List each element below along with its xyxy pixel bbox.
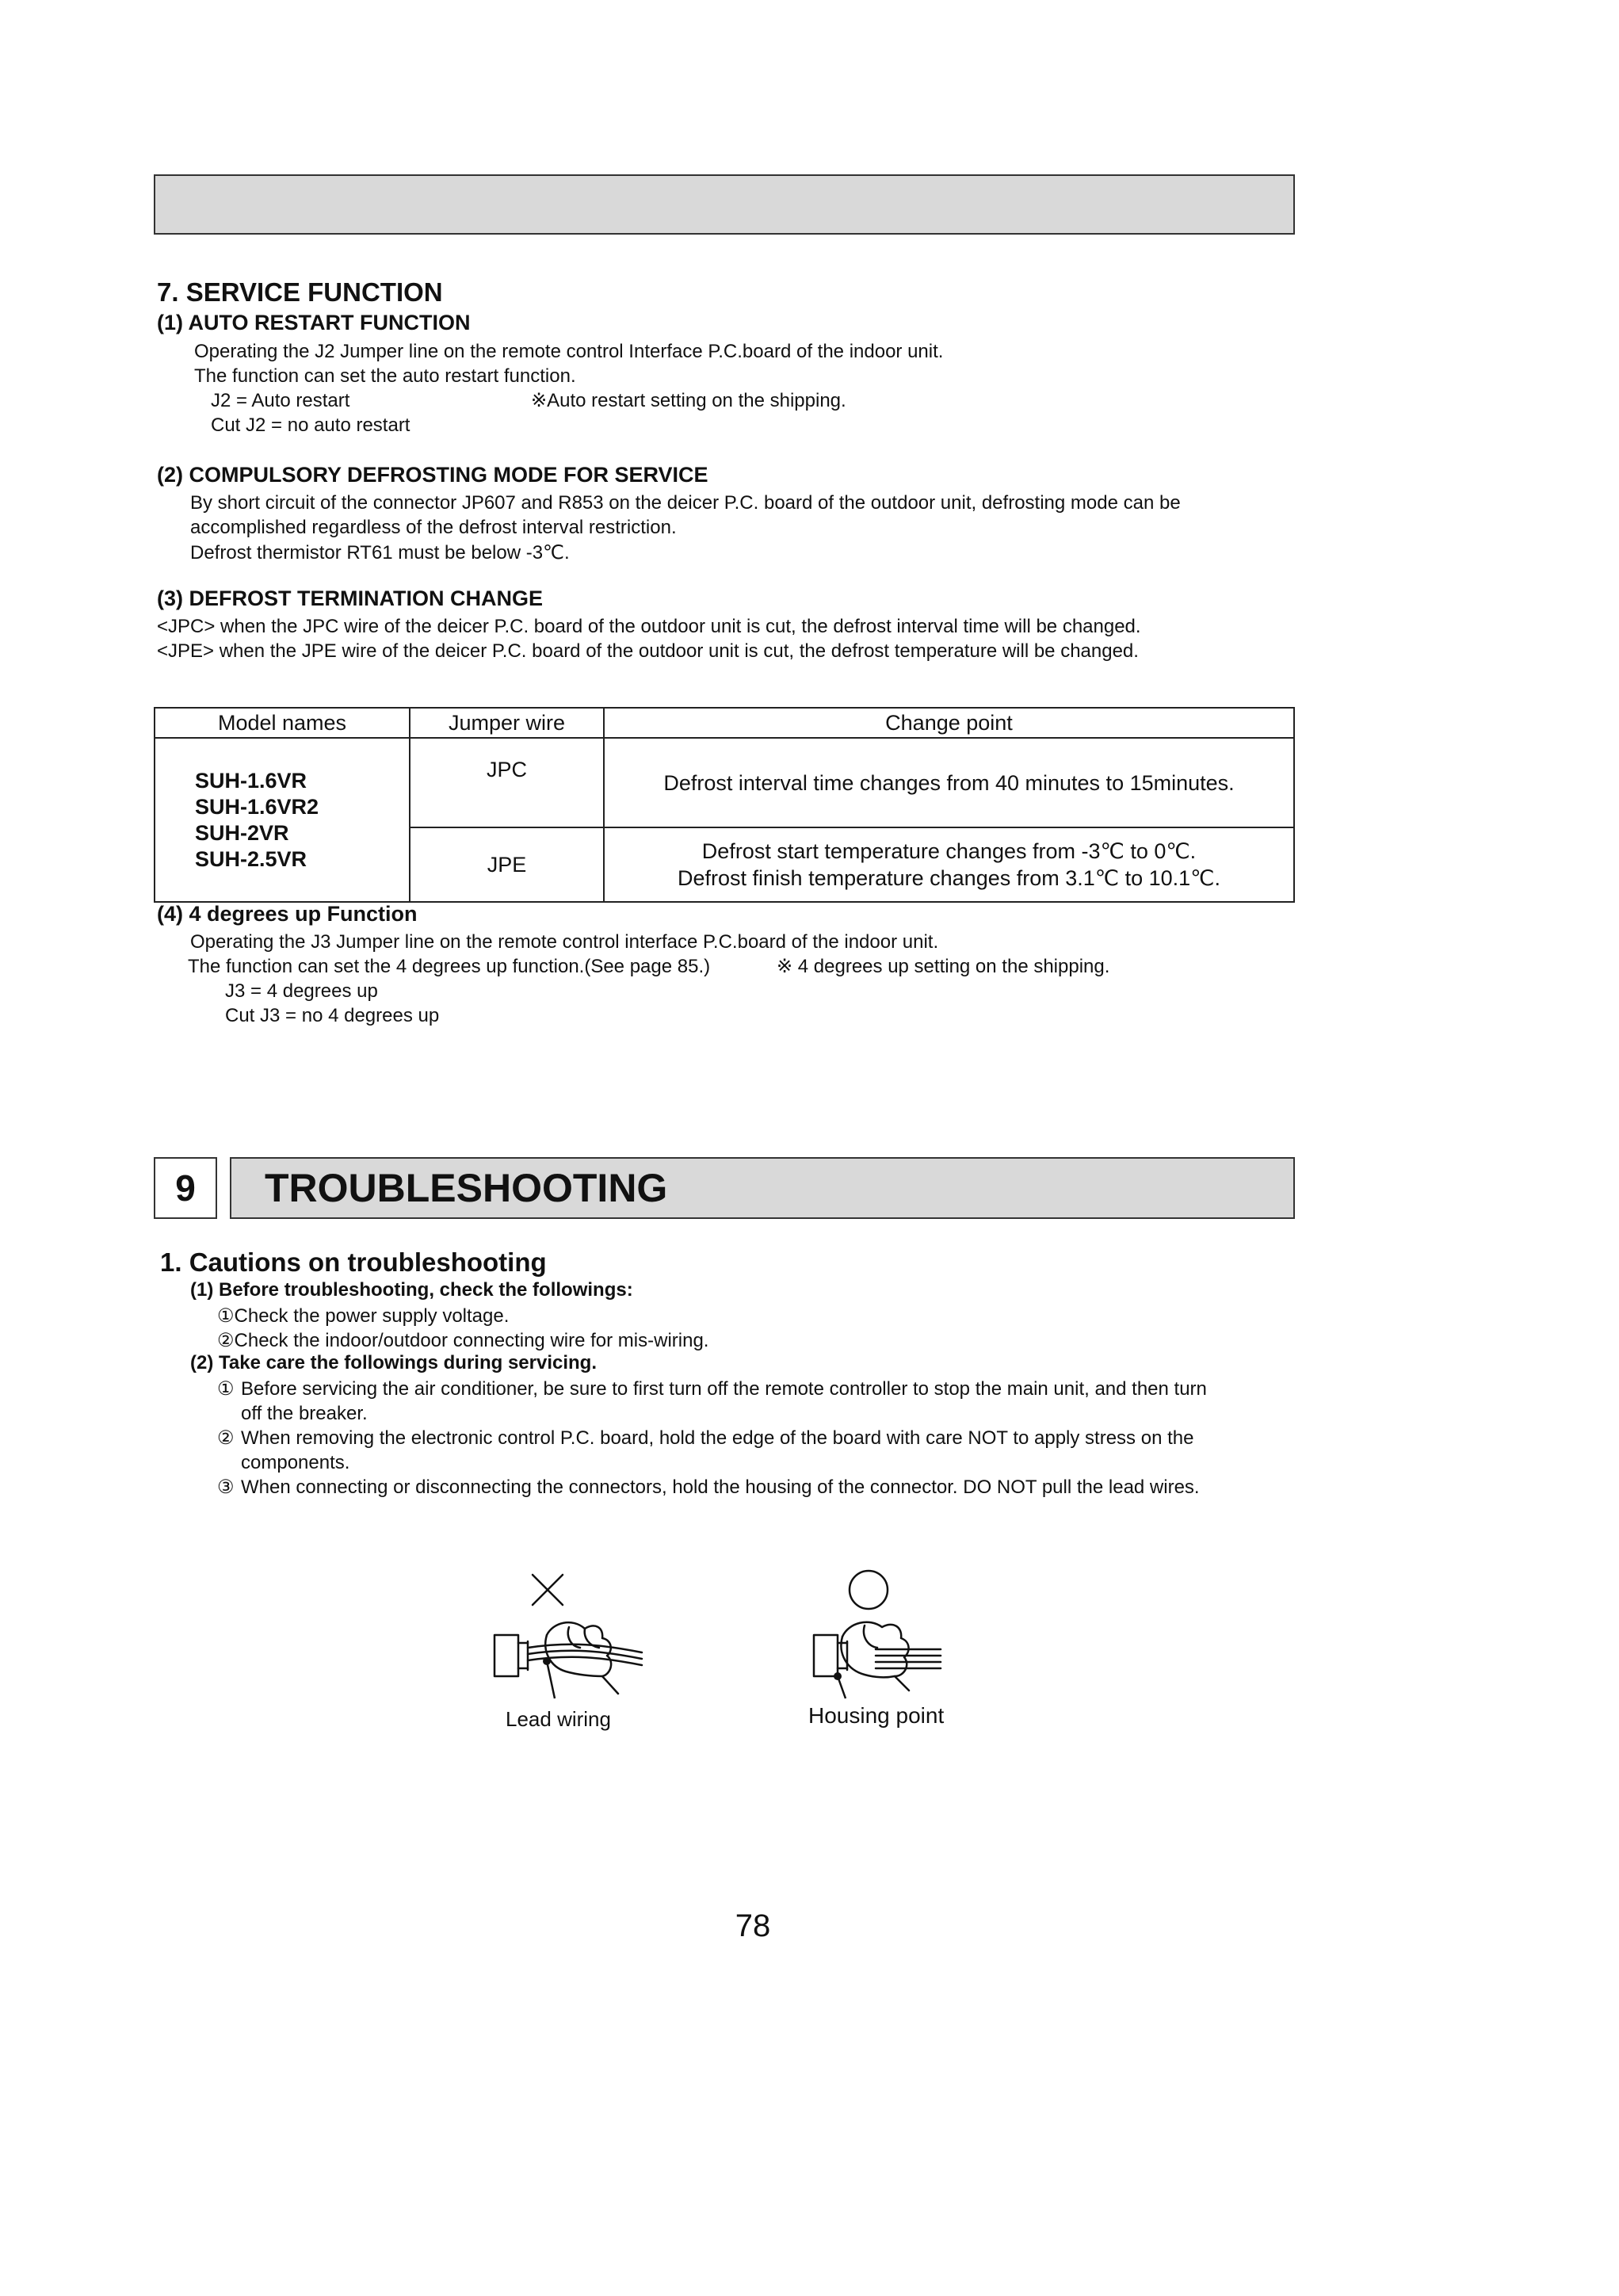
pointer-line — [547, 1661, 555, 1698]
lead-wiring-figure — [483, 1565, 658, 1704]
defrost-termination-line1: <JPC> when the JPC wire of the deicer P.C. board of the outdoor unit is cut, the defrost interval time will be changed. — [157, 616, 1141, 637]
change-point-jpe — [604, 827, 1294, 902]
change-point-line: Defrost interval time changes from 40 minutes to 15minutes. — [663, 770, 1235, 795]
header-jumper-wire: Jumper wire — [410, 708, 604, 738]
auto-restart-cut: Cut J2 = no auto restart — [211, 415, 410, 436]
four-degrees-cut: Cut J3 = no 4 degrees up — [225, 1005, 440, 1026]
chapter-title: TROUBLESHOOTING — [230, 1157, 1295, 1219]
cross-mark-icon — [533, 1575, 563, 1605]
auto-restart-line1: Operating the J2 Jumper line on the remote control Interface P.C.board of the indoor unit. — [194, 341, 944, 362]
header-change-point: Change point — [604, 708, 1294, 738]
defrost-mode-line3: Defrost thermistor RT61 must be below -3℃. — [190, 542, 570, 563]
auto-restart-heading: (1) AUTO RESTART FUNCTION — [157, 311, 471, 334]
pointer-line — [838, 1676, 846, 1698]
auto-restart-note: ※Auto restart setting on the shipping. — [531, 390, 846, 411]
section-title: 7. SERVICE FUNCTION — [157, 277, 443, 307]
model-name: SUH-2VR — [195, 820, 289, 845]
model-name: SUH-1.6VR — [195, 768, 307, 793]
change-point-line: Defrost finish temperature changes from 3.1℃ to 10.1℃. — [678, 866, 1220, 890]
care-item-mark: ② — [217, 1427, 235, 1449]
care-item-line: When removing the electronic control P.C. board, hold the edge of the board with care NOT to apply stress on the — [241, 1427, 1194, 1449]
model-name: SUH-2.5VR — [195, 846, 307, 871]
care-item-mark: ③ — [217, 1477, 235, 1498]
defrost-mode-heading: (2) COMPULSORY DEFROSTING MODE FOR SERVICE — [157, 463, 708, 487]
care-item-line: When connecting or disconnecting the connectors, hold the housing of the connector. DO NOT pull the lead wires. — [241, 1477, 1200, 1498]
cautions-title: 1. Cautions on troubleshooting — [160, 1247, 547, 1277]
connector-icon — [494, 1635, 528, 1676]
four-degrees-line2: The function can set the 4 degrees up function.(See page 85.) — [188, 956, 711, 977]
care-item-line: components. — [241, 1452, 350, 1473]
change-point-line: Defrost start temperature changes from -3℃ to 0℃. — [701, 839, 1197, 863]
model-names-cell — [155, 738, 410, 902]
check-item: ①Check the power supply voltage. — [217, 1305, 510, 1327]
four-degrees-note: ※ 4 degrees up setting on the shipping. — [777, 956, 1110, 977]
care-item-line: Before servicing the air conditioner, be sure to first turn off the remote controller to stop the main unit, and then turn — [241, 1378, 1207, 1400]
housing-point-figure — [804, 1565, 979, 1704]
auto-restart-j2: J2 = Auto restart — [211, 390, 350, 411]
jumper-jpe: JPE — [410, 827, 604, 902]
header-model-names: Model names — [155, 708, 410, 738]
change-point-jpc — [604, 738, 1294, 827]
four-degrees-line1: Operating the J3 Jumper line on the remote control interface P.C.board of the indoor unit. — [190, 931, 939, 953]
four-degrees-heading: (4) 4 degrees up Function — [157, 902, 418, 926]
before-troubleshooting-heading: (1) Before troubleshooting, check the followings: — [190, 1279, 633, 1301]
defrost-mode-line2: accomplished regardless of the defrost interval restriction. — [190, 517, 677, 538]
page-number: 78 — [735, 1908, 771, 1943]
jumper-jpc: JPC — [410, 738, 604, 827]
lead-wiring-caption: Lead wiring — [506, 1707, 611, 1731]
check-item: ②Check the indoor/outdoor connecting wire for mis-wiring. — [217, 1330, 709, 1351]
table-header-row — [155, 708, 1294, 738]
model-name: SUH-1.6VR2 — [195, 794, 319, 819]
header-bar — [154, 174, 1295, 235]
defrost-termination-heading: (3) DEFROST TERMINATION CHANGE — [157, 586, 543, 610]
defrost-termination-line2: <JPE> when the JPE wire of the deicer P.C. board of the outdoor unit is cut, the defrost temperature will be changed. — [157, 640, 1139, 662]
chapter-number: 9 — [154, 1157, 217, 1219]
care-item-mark: ① — [217, 1378, 235, 1400]
care-item-line: off the breaker. — [241, 1403, 368, 1424]
auto-restart-line2: The function can set the auto restart function. — [194, 365, 576, 387]
four-degrees-j3: J3 = 4 degrees up — [225, 980, 378, 1002]
jumper-table — [154, 707, 1295, 903]
table-row — [155, 738, 1294, 827]
take-care-heading: (2) Take care the followings during servicing. — [190, 1352, 597, 1373]
defrost-mode-line1: By short circuit of the connector JP607 and R853 on the deicer P.C. board of the outdoor unit, defrosting mode can be — [190, 492, 1181, 514]
circle-mark-icon — [850, 1571, 888, 1609]
housing-point-caption: Housing point — [808, 1703, 945, 1728]
